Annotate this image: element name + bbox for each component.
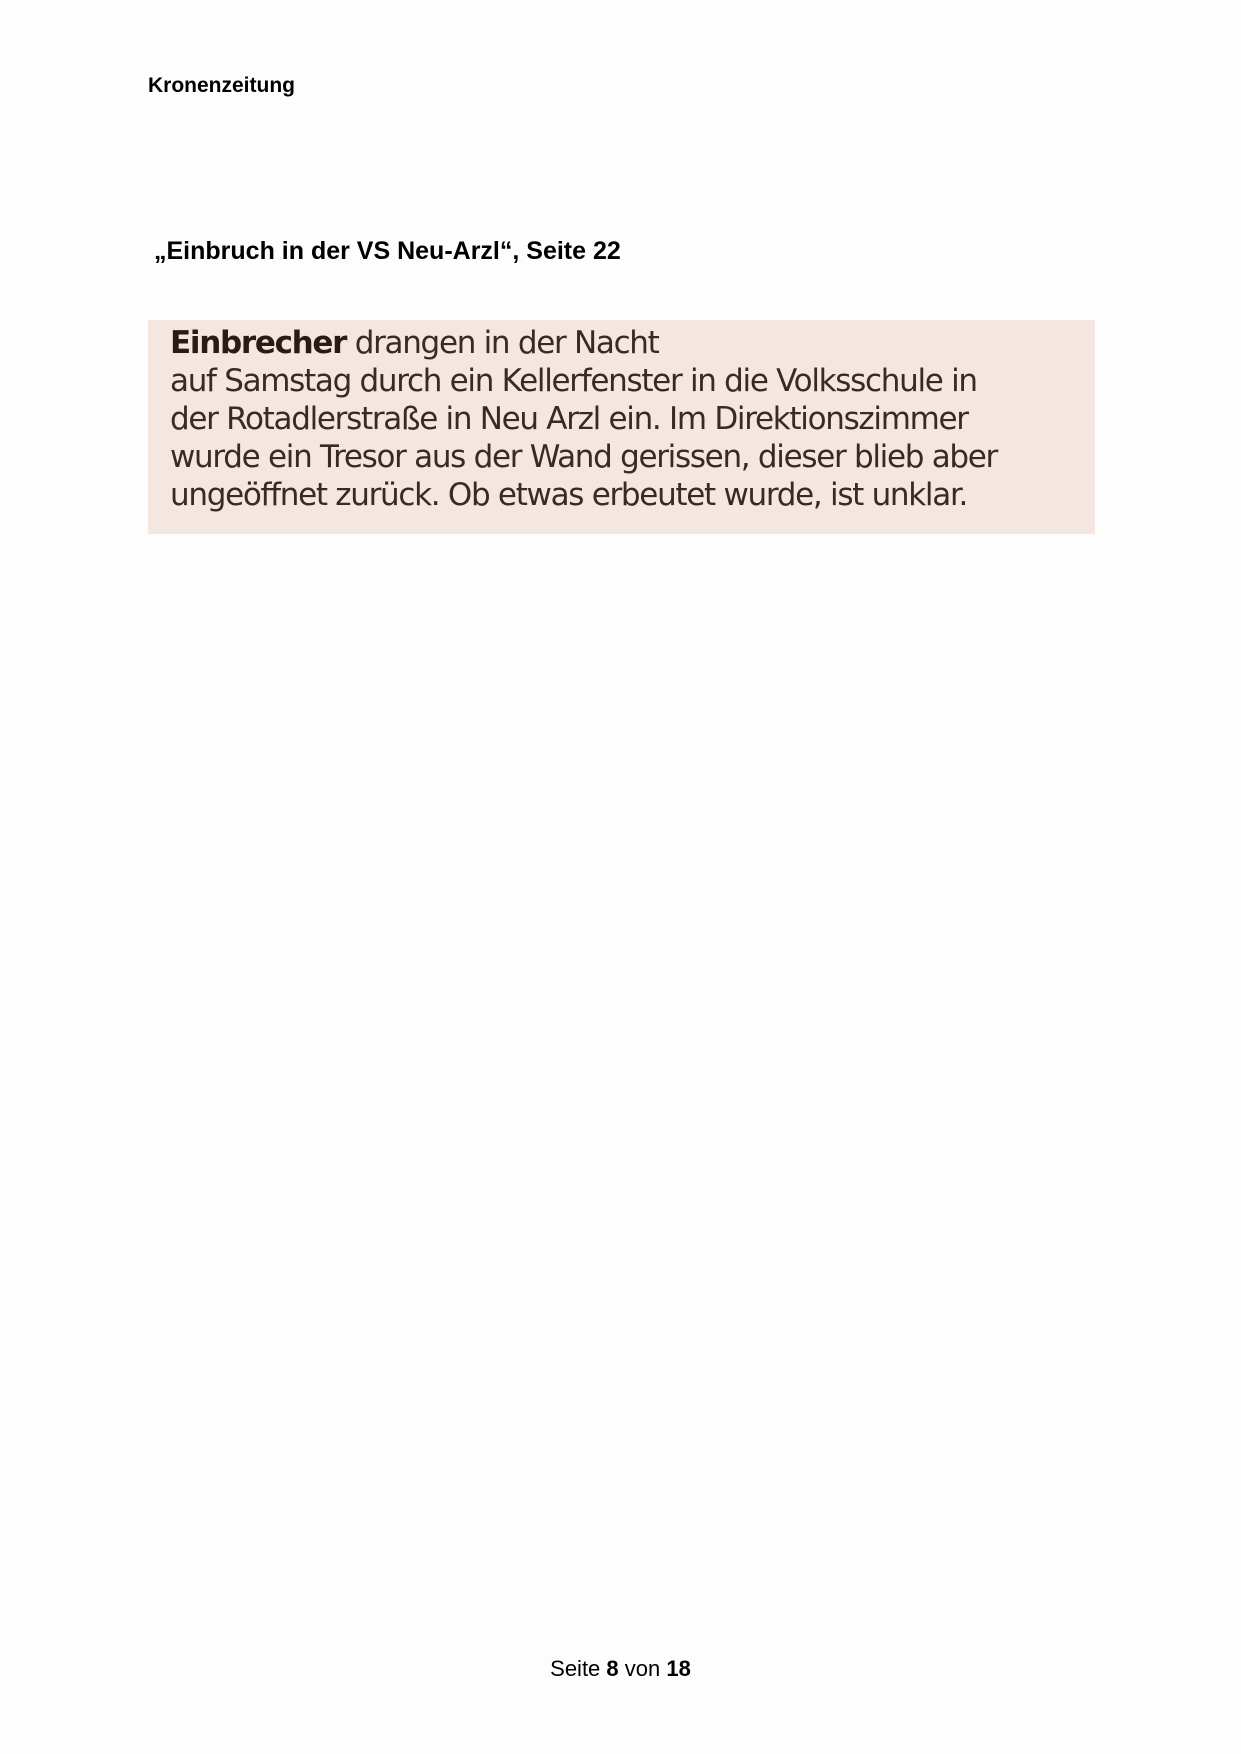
article-title: „Einbruch in der VS Neu-Arzl“, Seite 22 [154, 237, 621, 265]
clipping-line-1-rest: drangen in der Nacht [346, 325, 659, 361]
page-separator: von [618, 1656, 667, 1681]
page-number-footer [0, 1656, 1241, 1682]
page-label: Seite [550, 1656, 607, 1681]
clipping-text [170, 324, 1082, 514]
clipping-line-1 [170, 324, 1082, 362]
clipping-lead-word: Einbrecher [170, 325, 347, 361]
newspaper-source-label: Kronenzeitung [148, 74, 295, 97]
clipping-line-5: ungeöffnet zurück. Ob etwas erbeutet wurde, ist unklar. [170, 477, 968, 513]
page-total: 18 [666, 1656, 691, 1681]
clipping-line-4: wurde ein Tresor aus der Wand gerissen, dieser blieb aber [170, 439, 997, 475]
clipping-line-3: der Rotadlerstraße in Neu Arzl ein. Im Direktionszimmer [170, 401, 968, 437]
newspaper-clipping [148, 320, 1095, 534]
page-current: 8 [606, 1656, 619, 1681]
clipping-line-2: auf Samstag durch ein Kellerfenster in die Volksschule in [170, 363, 977, 399]
